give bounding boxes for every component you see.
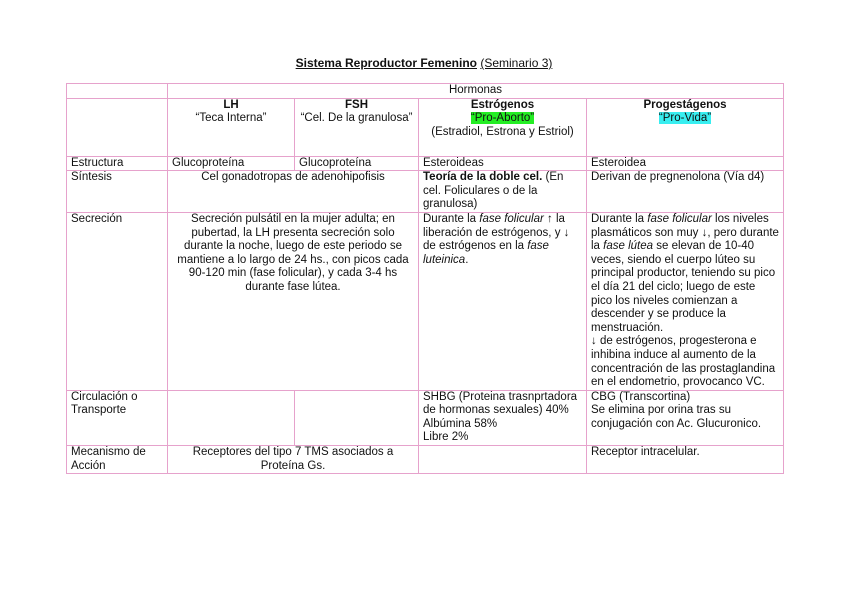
cell-circulacion-lh xyxy=(168,390,295,445)
secrecion-progestagenos-part1: Durante la xyxy=(591,212,648,225)
row-label-circulacion: Circulación o Transporte xyxy=(67,390,168,445)
secrecion-progestagenos-part6: ↓ de estrógenos, progesterona e inhibina induce al aumento de la concentración de las prostaglandina en el endometrio, provocanco VC. xyxy=(591,335,776,389)
cell-mecanismo-estrogenos xyxy=(419,446,587,474)
sintesis-estrogenos-bold: Teoría de la doble cel. xyxy=(423,171,543,184)
sintesis-estrogenos-text: (En cel. Foliculares o de la granulosa) xyxy=(423,171,564,211)
secrecion-estrogenos-fase-folicular: fase folicular xyxy=(479,212,544,225)
circulacion-estrogenos-albumina: Albúmina 58% xyxy=(423,417,498,430)
secrecion-estrogenos-part5: . xyxy=(465,253,469,266)
row-circulacion xyxy=(67,390,784,445)
group-header-row xyxy=(67,84,784,99)
row-label-mecanismo: Mecanismo de Acción xyxy=(67,446,168,474)
row-estructura xyxy=(67,156,784,171)
circulacion-estrogenos-shbg: SHBG (Proteina trasnprtadora de hormonas sexuales) 40% xyxy=(423,390,578,417)
cell-estructura-fsh: Glucoproteína xyxy=(295,156,419,171)
column-name-lh: LH xyxy=(223,98,239,111)
circulacion-progestagenos-eliminacion: Se elimina por orina tras su conjugación con Ac. Glucuronico. xyxy=(591,404,762,430)
circulacion-progestagenos-cbg: CBG (Transcortina) xyxy=(591,390,691,403)
cell-sintesis-lh-fsh: Cel gonadotropas de adenohipofisis xyxy=(168,171,419,213)
title-main: Sistema Reproductor Femenino xyxy=(295,56,477,70)
cell-mecanismo-progestagenos: Receptor intracelular. xyxy=(587,446,784,474)
column-sub-lh: “Teca Interna” xyxy=(195,112,267,125)
column-name-fsh: FSH xyxy=(345,98,368,111)
cell-circulacion-progestagenos xyxy=(587,390,784,445)
column-header-lh xyxy=(168,98,295,156)
row-mecanismo xyxy=(67,446,784,474)
column-name-progestagenos: Progestágenos xyxy=(643,98,727,111)
corner-cell xyxy=(67,84,168,99)
column-header-fsh xyxy=(295,98,419,156)
row-secrecion xyxy=(67,212,784,390)
circulacion-estrogenos-libre: Libre 2% xyxy=(423,431,469,444)
secrecion-progestagenos-fase-folicular: fase folicular xyxy=(647,212,712,225)
column-header-progestagenos xyxy=(587,98,784,156)
column-header-estrogenos xyxy=(419,98,587,156)
title-subtitle: (Seminario 3) xyxy=(480,56,553,70)
cell-sintesis-progestagenos: Derivan de pregnenolona (Vía d4) xyxy=(587,171,784,213)
cell-estructura-progestagenos: Esteroidea xyxy=(587,156,784,171)
cell-circulacion-estrogenos xyxy=(419,390,587,445)
secrecion-estrogenos-fase-luteinica: fase luteinica xyxy=(423,240,549,266)
row-label-empty xyxy=(67,98,168,156)
row-label-estructura: Estructura xyxy=(67,156,168,171)
row-label-secrecion: Secreción xyxy=(67,212,168,390)
cell-estructura-lh: Glucoproteína xyxy=(168,156,295,171)
cell-secrecion-estrogenos xyxy=(419,212,587,390)
column-name-estrogenos: Estrógenos xyxy=(470,98,535,111)
cell-circulacion-fsh xyxy=(295,390,419,445)
row-sintesis xyxy=(67,171,784,213)
document-title xyxy=(0,56,848,70)
column-header-row xyxy=(67,98,784,156)
column-tag-pro-vida: “Pro-Vida” xyxy=(658,112,712,125)
secrecion-estrogenos-part3: ↑ la liberación de estrógenos, y ↓ de estrógenos en la xyxy=(423,212,570,253)
secrecion-estrogenos-part1: Durante la xyxy=(423,212,480,225)
column-sub-estrogenos: (Estradiol, Estrona y Estriol) xyxy=(431,125,574,138)
secrecion-progestagenos-part5: se elevan de 10-40 veces, siendo el cuerpo lúteo su principal productor, teniendo su pico el día 21 del ciclo; luego de este pico los niveles comienzan a descender y se produce la menstruación. xyxy=(591,240,776,334)
cell-secrecion-progestagenos xyxy=(587,212,784,390)
secrecion-progestagenos-part3: los niveles plasmáticos son muy ↓, pero durante la xyxy=(591,212,779,253)
column-sub-fsh: “Cel. De la granulosa” xyxy=(300,112,413,125)
row-label-sintesis: Síntesis xyxy=(67,171,168,213)
cell-mecanismo-lh-fsh: Receptores del tipo 7 TMS asociados a Proteína Gs. xyxy=(168,446,419,474)
hormones-table xyxy=(66,83,784,474)
column-tag-pro-aborto: “Pro-Aborto” xyxy=(470,112,535,125)
group-header-hormonas: Hormonas xyxy=(168,84,784,99)
cell-sintesis-estrogenos xyxy=(419,171,587,213)
cell-secrecion-lh-fsh: Secreción pulsátil en la mujer adulta; en pubertad, la LH presenta secreción solo durante la noche, luego de este periodo se mantiene a lo largo de 24 hs., con picos cada 90-120 min (fase folicular), y cada 3-4 hs durante fase lútea. xyxy=(168,212,419,390)
secrecion-progestagenos-fase-lutea: fase lútea xyxy=(603,240,654,253)
cell-estructura-estrogenos: Esteroideas xyxy=(419,156,587,171)
